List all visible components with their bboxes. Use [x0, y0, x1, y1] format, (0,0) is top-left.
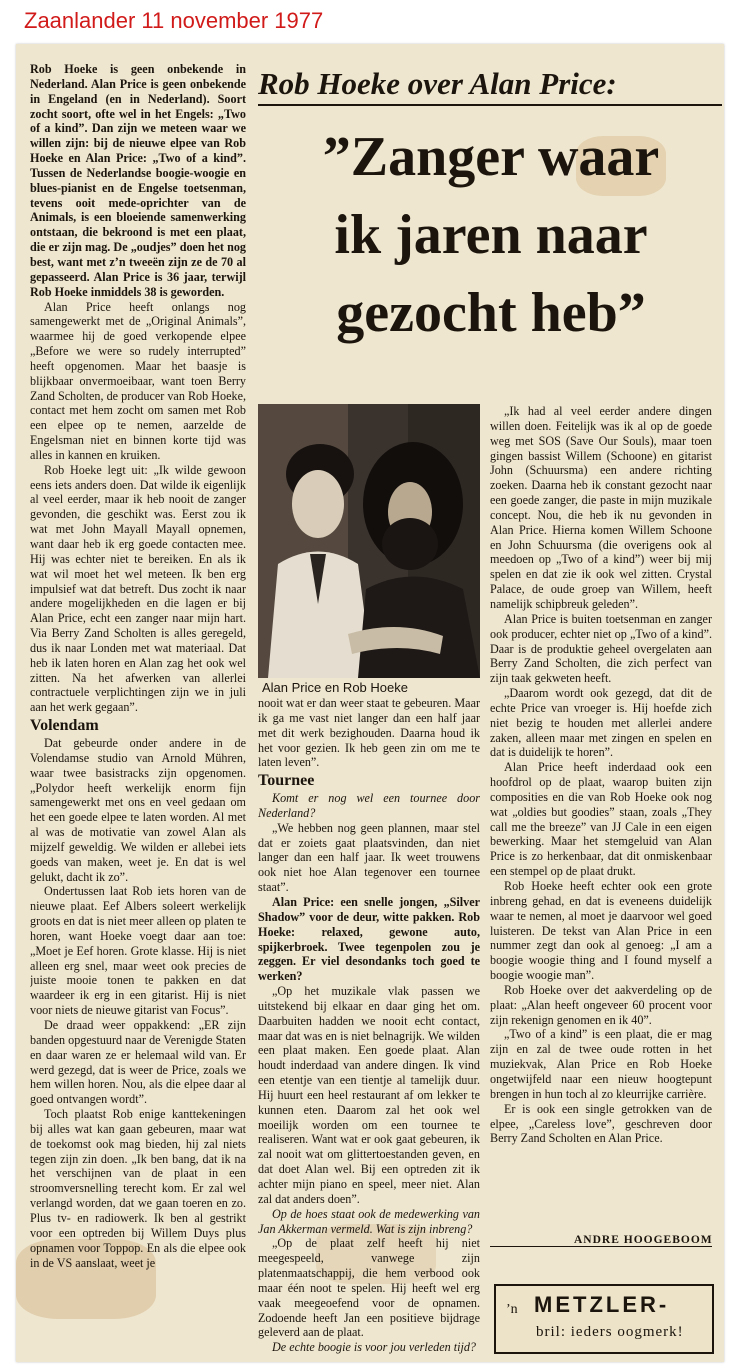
interview-question: Komt er nog wel een tournee door Nederland?	[258, 791, 480, 820]
interview-question: Op de hoes staat ook de medewerking van Jan Akkerman vermeld. Wat is zijn inbreng?	[258, 1206, 480, 1236]
divider	[490, 1246, 712, 1247]
advertisement-box	[494, 1284, 714, 1354]
paragraph: „Two of a kind” is een plaat, die er mag zijn en zal de twee oude rotten in het muziekvak, Alan Price en Rob Hoeke ongetwijfeld naar een nieuw hoogtepunt brengen in hun toch al zo kleurrijke carrière.	[490, 1027, 712, 1101]
paragraph: „Op de plaat zelf heeft hij niet meegespeeld, vanwege zijn platenmaatschappij, die hem verbood ook maar één noot te spelen. Hij heeft wel erg vaak meegeoefend voor de opnamen. Zodoende heeft Jan een positieve bijdrage geleverd aan de plaat.	[258, 1236, 480, 1340]
headline-rule	[258, 104, 722, 106]
paragraph: nooit wat er dan weer staat te gebeuren. Maar ik ga me vast niet langer dan een half jaar met dit werk bezighouden. Daarna houd ik het voor gezien. Ik heb geen zin om me te laten leven”.	[258, 696, 480, 770]
paragraph: Rob Hoeke heeft echter ook een grote inbreng gehad, en dat is eveneens duidelijk waar te nemen, al moet je daarvoor wel goed luisteren. De tekst van Alan Price in een nummer zegt dan ook al genoeg: „I am a boogie woogie thing and I found myself a boogie woogie man”.	[490, 879, 712, 983]
ad-prefix: ’n	[506, 1302, 518, 1317]
paragraph: Rob Hoeke over det aakverdeling op de plaat: „Alan heeft ongeveer 60 procent voor zijn rekenign genomen en ik 40”.	[490, 982, 712, 1027]
headline-line: gezocht heb”	[336, 282, 646, 344]
subheading-volendam: Volendam	[30, 717, 99, 735]
paragraph: Alan Price is buiten toetsenman en zanger ook producer, echter niet op „Two of a kind”. Daar is de produktie geheel overgelaten aan Berry Zand Scholten, die zich perfect van zijn taak gekweten heeft.	[490, 611, 712, 686]
paragraph: „We hebben nog geen plannen, maar stel dat er zoiets gaat plaatsvinden, dan niet langer dan een half jaar. Ik weet trouwens ook niet hoe Alan tegenover een tournee staat”.	[258, 820, 480, 895]
article-column-2	[258, 696, 480, 1356]
ad-slogan: bril: ieders oogmerk!	[536, 1324, 684, 1340]
subheading-tournee: Tournee	[258, 772, 315, 790]
paragraph: Rob Hoeke legt uit: „Ik wilde gewoon eens iets anders doen. Dat wilde ik eigenlijk al veel eerder, maar ik heb nooit de zanger gevonden, die geschikt was. Eerst zou ik wat met John Mayall Mayall opnemen, want daar heb ik erg goede contacten mee. Hij was echter niet te bereiken. En als ik wat wil moet het wel meteen. Ik ben erg impulsief wat dat betreft. Dus zocht ik naar andere mogelijkheden en die lagen er bij Alan Price, echt een zanger naar mijn hart. Via Berry Zand Scholten is alles geregeld, dus ik naar Londen met wat materiaal. Dat heb ik laten horen en Alan zag het ook wel zitten. Na het afwerken van allerlei contractuele verplichtingen zijn we in juli aan het werk gegaan”.	[30, 462, 246, 715]
paragraph: Er is ook een single getrokken van de elpee, „Careless love”, geschreven door Berry Zand Scholten en Alan Price.	[490, 1101, 712, 1146]
ad-brand: METZLER-	[534, 1292, 670, 1317]
interview-question: De echte boogie is voor jou verleden tijd?	[272, 1340, 476, 1355]
article-column-3	[490, 404, 712, 1230]
photo-illustration	[258, 404, 480, 678]
headline	[258, 118, 724, 352]
headline-line: ik jaren naar	[334, 204, 648, 266]
article-column-1	[30, 62, 246, 1352]
paragraph: Dat gebeurde onder andere in de Volendamse studio van Arnold Mühren, waar twee basistracks zijn opgenomen. „Polydor heeft werkelijk enorm fijn samengewerkt met ons en veel gedaan om het een goede elpee te laten worden. Al met al was de motivatie van zowel Alan als mijzelf geweldig. We wilden er allebei iets goeds van maken, weet je. En dat is wel gelukt, dacht ik zo”.	[30, 735, 246, 884]
headline-line: ”Zanger waar	[322, 126, 660, 188]
photo-caption: Alan Price en Rob Hoeke	[262, 680, 408, 695]
paragraph: „Ik had al veel eerder andere dingen willen doen. Feitelijk was ik al op de goede weg met SOS (Save Our Souls), maar toen gingen bassist Willem (Schoone) en gitarist John (Schuursma) een andere richting zoeken. Daarna heb ik constant gezocht naar een goede zanger, die paste in mijn muzikale concept. Nou, die heb ik nu gevonden in Alan Price. Hierna komen Willem Schoone en John Schuursma (die overigens ook al meedoen op „Two of a kind”) weer bij mij spelen en dat zie ik ook wel zitten. Crystal Palace, de oude groep van Willem, heeft namelijk schipbreuk geleden”.	[490, 404, 712, 611]
headline-kicker: Rob Hoeke over Alan Price:	[258, 66, 617, 101]
interview-question-bold: Alan Price: een snelle jongen, „Silver Shadow” voor de deur, witte pakken. Rob Hoeke: relaxed, gewone auto, spijkerbroek. Twee tegenpolen zou je zeggen. Er viel desondanks toch goed te werken?	[258, 894, 480, 984]
paragraph: Toch plaatst Rob enige kanttekeningen bij alles wat kan gaan gebeuren, maar wat de toekomst ook mag bieden, hij zal niets tegen zijn zin doen. „Ik ben bang, dat ik na het verschijnen van de plaat in een stroomversnelling terecht kom. Er zal wel verlangd worden, dat we gaan toeren en zo. Plus tv- en radiowerk. Ik ben al gestrikt voor een optreden bij Willem Duys plus opnamen voor Toppop. En als die elpee ook in de VS aanslaat, weet je	[30, 1107, 246, 1270]
article-intro: Rob Hoeke is geen onbekende in Nederland. Alan Price is geen onbekende in Engeland (en in Nederland). Soort zocht soort, ofte wel in het Engels: „Two of a kind”. Dan zijn we meteen waar we willen zijn: bij de nieuwe elpee van Rob Hoeke en Alan Price: „Two of a kind”. Tussen de Nederlandse boogie-woogie en blues-pianist en de Engelse toetsenman, tevens ooit mede-oprichter van de Animals, is een bloeiende samenwerking ontstaan, die bekroond is met een plaat, die er zijn mag. De „oudjes” doen het nog best, want met z’n tweeën zijn ze de 70 al gepasseerd. Alan Price is 36 jaar, terwijl Rob Hoeke inmiddels 38 is geworden.	[30, 62, 246, 299]
paragraph: „Op het muzikale vlak passen we uitstekend bij elkaar en daar ging het om. Daarbuiten hadden we nooit echt contact, maar dat was en is niet belnagrijk. We wilden een plaat maken. Een goede plaat. Alan houdt inderdaad van andere dingen. Ik vind een etentje van een tientje al tamelijk duur. Hij huurt een heel restaurant af om lekker te kunnen eten. Daarom zal het ook wel moeilijk worden om een tournee te realiseren. Want wat er ook gaat gebeuren, ik zal nooit wat om glittertoestanden geven, en dat doet Alan wel. Bij een optreden zit ik achter mijn piano en speel, meer niet. Alan zal dat anders doen”.	[258, 984, 480, 1206]
paragraph: Alan Price heeft onlangs nog samengewerkt met de „Original Animals”, waarmee hij de goed verkopende elpee „Before we were so rudely interrupted” heeft opgenomen. Maar het baasje is blijkbaar onvermoeibaar, want toen Berry Zand Scholten, de producer van Rob Hoeke, contact met hem zocht om samen met Rob een elpee op te nemen, aarzelde de Engelsman niet en binnen korte tijd was alles in kannen en kruiken.	[30, 299, 246, 462]
paragraph: De draad weer oppakkend: „ER zijn banden opgestuurd naar de Verenigde Staten en daar waren ze er helemaal wild van. Er werd gezegd, dat is weer de Price, zoals we hem willen horen. Nou, als die elpee daar al goed ontvangen wordt”.	[30, 1018, 246, 1107]
photo	[258, 404, 480, 678]
author-signature: ANDRE HOOGEBOOM	[574, 1234, 713, 1246]
paragraph: Ondertussen laat Rob iets horen van de nieuwe plaat. Eef Albers soleert werkelijk groots en dat is niet meer alleen op platen te horen, want Hoeke voegt daar aan toe: „Moet je Eef horen. Grote klasse. Hij is niet alleen erg snel, maar weet ook precies de juiste mooie tonen te pakken en dat waardeer ik erg in een gitarist. Hij is niet voor niets de nieuwe gitarist van Focus”.	[30, 884, 246, 1018]
paragraph: „Daarom wordt ook gezegd, dat dit de echte Price van vroeger is. Hij hoefde zich niet bezig te houden met allerlei andere zaken, alleen maar met zingen en spelen en dat is duidelijk te horen”.	[490, 686, 712, 760]
source-label: Zaanlander 11 november 1977	[24, 8, 324, 33]
paragraph: Alan Price heeft inderdaad ook een hoofdrol op de plaat, waarop buiten zijn composities en die van Rob Hoeke ook nog wat „oldies but goodies” staan, zoals „They call me the breeze” van JJ Cale in een eigen bewerking. Maar het stemgeluid van Alan Price is zo herkenbaar, dat dit onmiskenbaar een stempel op de plaat drukt.	[490, 760, 712, 879]
